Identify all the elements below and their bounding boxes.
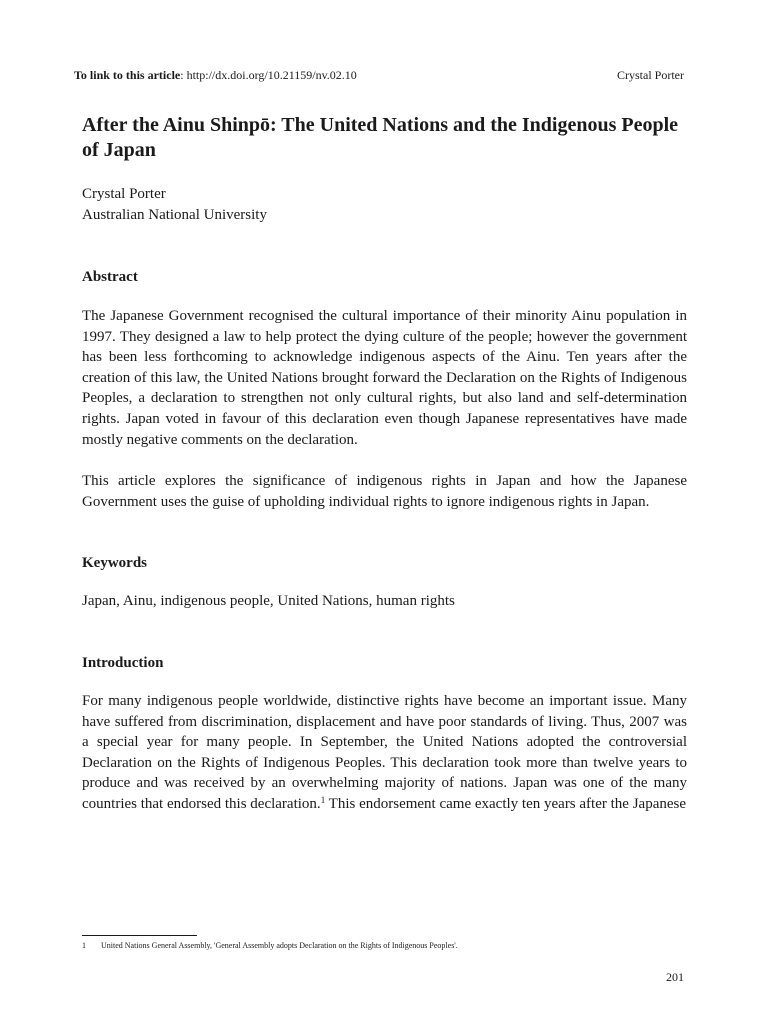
introduction-heading: Introduction: [82, 654, 164, 671]
introduction-paragraph: [82, 691, 687, 815]
article-doi-link[interactable]: http://dx.doi.org/10.21159/nv.02.10: [186, 68, 357, 82]
article-title: After the Ainu Shinpō: The United Nations and the Indigenous People of Japan: [82, 114, 679, 161]
abstract-paragraph: This article explores the significance of indigenous rights in Japan and how the Japanese Government uses the guise of upholding individual rights to ignore indigenous rights in Japan.: [82, 473, 687, 510]
article-body: [82, 113, 687, 815]
introduction-text: For many indigenous people worldwide, distinctive rights have become an important issue. Many have suffered from discrimination, displacement and have poor standards of living. Thus, 2007 was a special year for many people. In September, the United Nations adopted the controversial Declaration on the Rights of Indigenous Peoples. This declaration took more than twelve years to produce and was received by an overwhelming majority of nations. Japan was one of the many countries that endorsed this declaration.: [82, 692, 687, 812]
abstract-heading: Abstract: [82, 269, 138, 285]
footnote-reference[interactable]: 1: [320, 794, 326, 805]
page-header: [74, 66, 684, 84]
keywords-list: Japan, Ainu, indigenous people, United Nations, human rights: [82, 593, 455, 610]
author-affiliation: Australian National University: [82, 207, 267, 223]
article-link-separator: :: [180, 68, 187, 82]
abstract-paragraph: The Japanese Government recognised the cultural importance of their minority Ainu population in 1997. They designed a law to help protect the dying culture of the people; however the government has been less forthcoming to acknowledge indigenous aspects of the Ainu. Ten years after the creation of this law, the United Nations brought forward the Declaration on the Rights of Indigenous Peoples, a declaration to strengthen not only cultural rights, but also land and self-determination rights. Japan voted in favour of this declaration even though Japanese representatives have made mostly negative comments on the declaration.: [82, 308, 687, 448]
footnote-number: 1: [82, 941, 86, 950]
footnote-divider: [82, 935, 197, 936]
article-link-label: To link to this article: [74, 68, 181, 82]
author-block: [82, 184, 687, 226]
author-name: Crystal Porter: [82, 186, 166, 202]
footnote-text: United Nations General Assembly, 'General Assembly adopts Declaration on the Rights of Indigenous Peoples'.: [101, 941, 458, 950]
running-header-author: Crystal Porter: [617, 68, 684, 82]
footnote: [82, 940, 458, 952]
page-number: 201: [666, 970, 684, 984]
keywords-heading: Keywords: [82, 555, 147, 572]
introduction-text-continued: This endorsement came exactly ten years after the Japanese: [325, 795, 687, 812]
